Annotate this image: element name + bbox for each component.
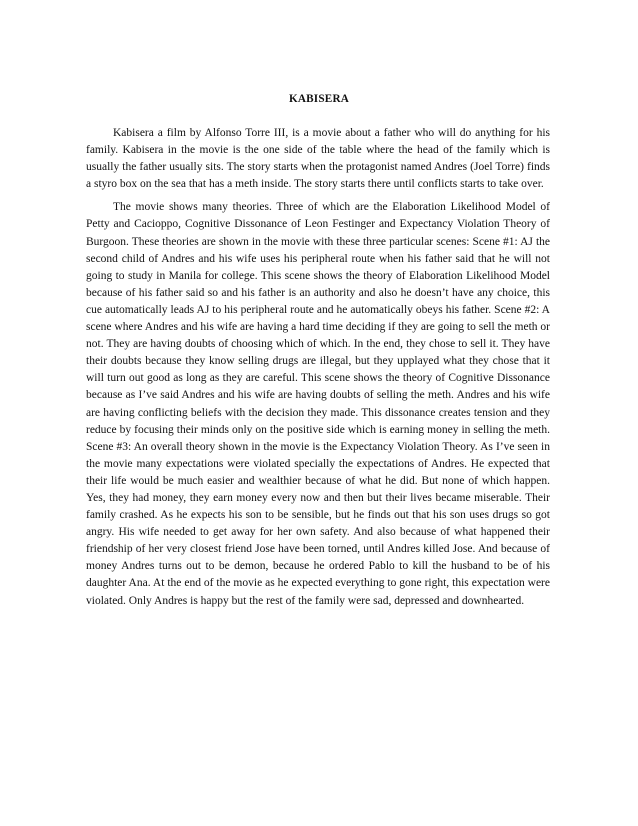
document-body — [86, 125, 550, 610]
paragraph-theories: The movie shows many theories. Three of which are the Elaboration Likelihood Model of Petty and Cacioppo, Cognitive Dissonance of Leon Festinger and Expectancy Violation Theory of Burgoon. These theories are shown in the movie with these three particular scenes: Scene #1: AJ the second child of Andres and his wife uses his peripheral route when his father said that he will not going to study in Manila for college. This scene shows the theory of Elaboration Likelihood Model because of his father said so and his father is an authority and also he doesn’t have any choice, this cue automatically leads AJ to his peripheral route and he automatically obeys his father. Scene #2: A scene where Andres and his wife are having a hard time deciding if they are going to sell the meth or not. They are having doubts of choosing which of which. In the end, they chose to sell it. They have their doubts because they know selling drugs are illegal, but they upplayed what they chose that it will turn out good as long as they are careful. This scene shows the theory of Cognitive Dissonance because as I’ve said Andres and his wife are having doubts of selling the meth. Andres and his wife are having conflicting beliefs with the decision they made. This dissonance creates tension and they reduce by focusing their minds only on the positive side which is earning money in selling the meth. Scene #3: An overall theory shown in the movie is the Expectancy Violation Theory. As I’ve seen in the movie many expectations were violated specially the expectations of Andres. He expected that their life would be much easier and wealthier because of what he did. But none of which happen. Yes, they had money, they earn money every now and then but their lives became miserable. Their family crashed. As he expects his son to be sensible, but he finds out that his son uses drugs so got angry. His wife needed to get away for her own safety. And also because of what happened their friendship of her very closest friend Jose have been torned, until Andres killed Jose. And because of money Andres turns out to be demon, because he ordered Pablo to kill the husband to be of his daughter Ana. At the end of the movie as he expected everything to gone right, this expectation were violated. Only Andres is happy but the rest of the family were sad, depressed and downhearted. — [86, 201, 550, 607]
document-title: KABISERA — [288, 93, 350, 105]
paragraph-intro: Kabisera a film by Alfonso Torre III, is a movie about a father who will do anything for his family. Kabisera in the movie is the one side of the table where the head of the family which is usually the father usually sits. The story starts when the protagonist named Andres (Joel Torre) finds a styro box on the sea that has a meth inside. The story starts there until conflicts starts to take over. — [86, 127, 550, 191]
